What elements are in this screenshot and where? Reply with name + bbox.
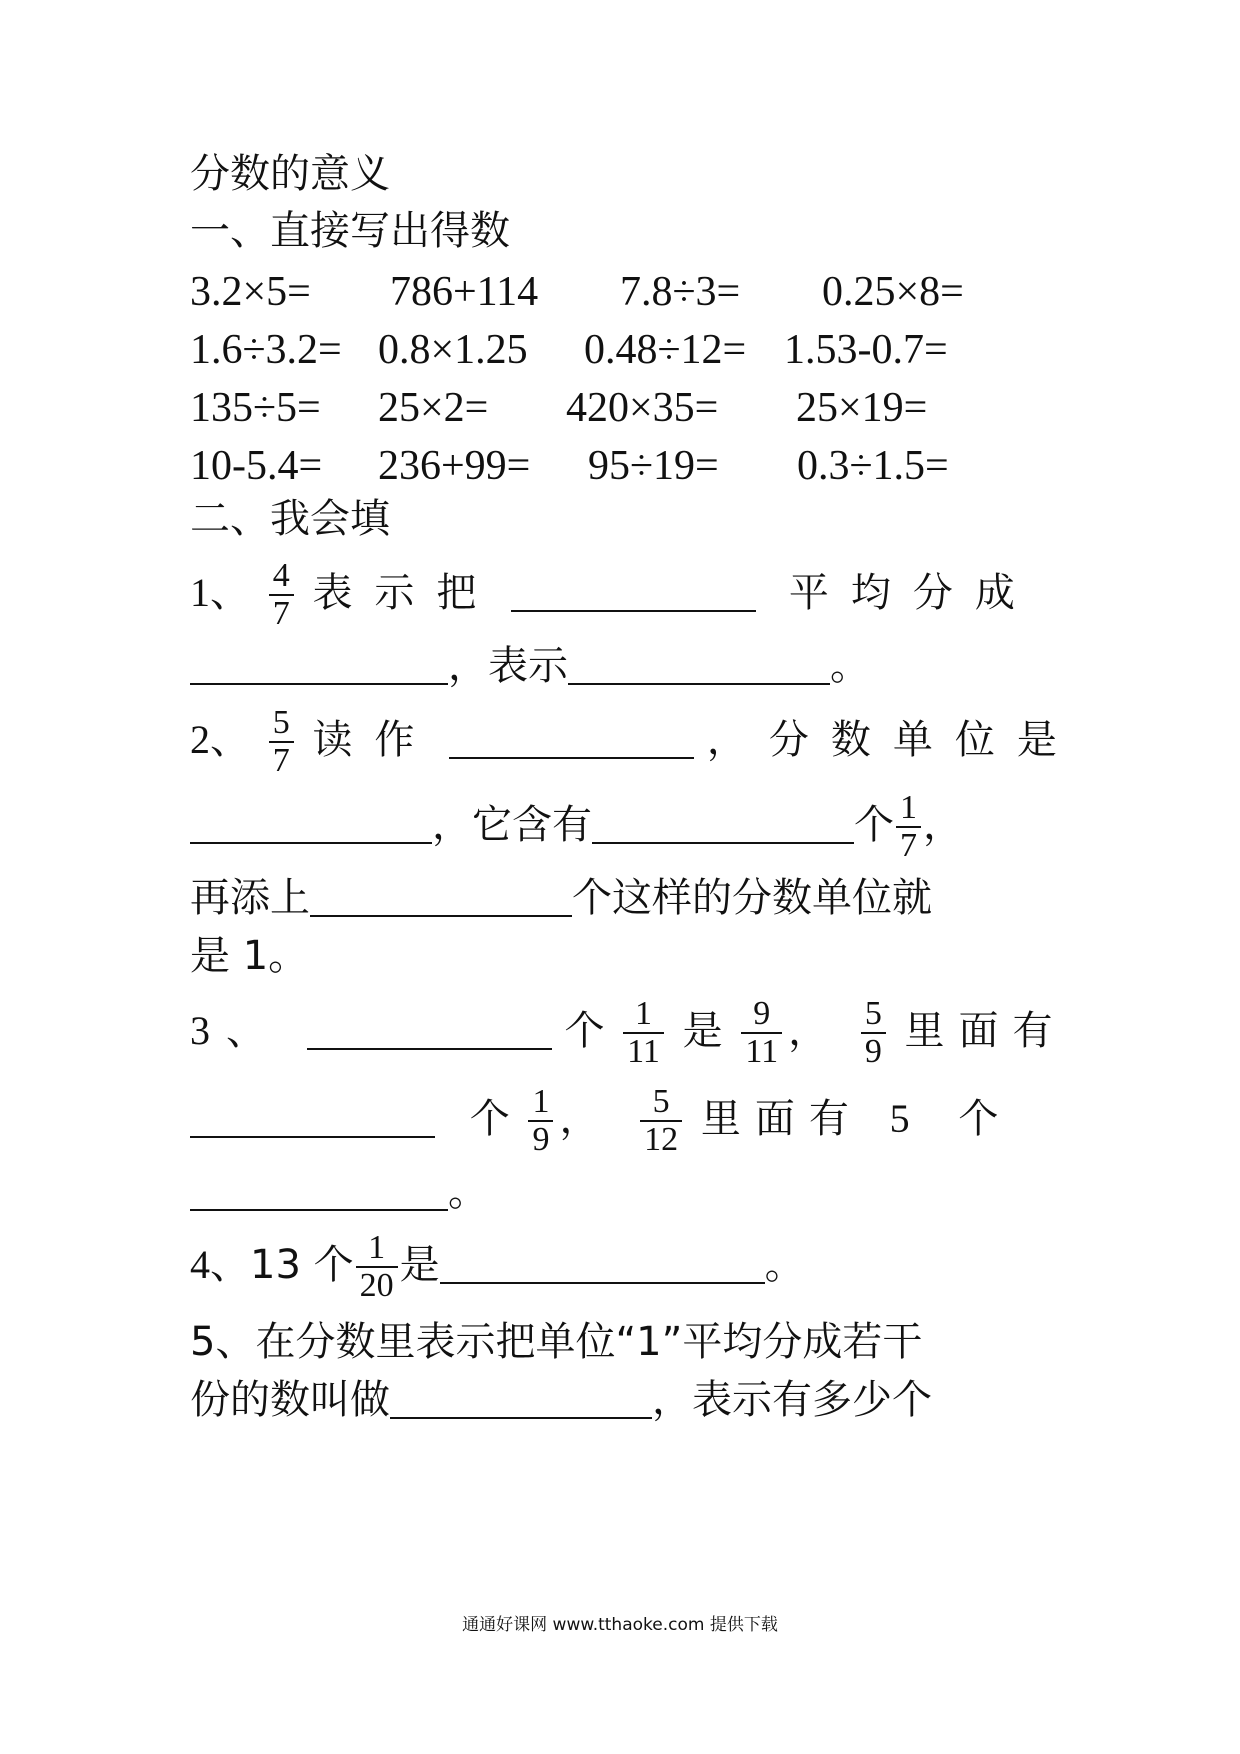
answer-blank[interactable] xyxy=(310,879,572,917)
question-1-line-1: 1、 $\frac{4}{7}$ 表示把 平均分成 xyxy=(190,557,1037,632)
question-2-line-2: ，它含有 个 $\frac{1}{7}$ ， xyxy=(190,790,963,838)
calc-item: 0.8×1.25 xyxy=(378,327,528,373)
fraction: $\frac{5}{12}$ xyxy=(640,1084,682,1158)
fraction: $\frac{9}{11}$ xyxy=(741,996,782,1070)
answer-blank[interactable] xyxy=(190,806,432,844)
calc-row xyxy=(190,268,1060,316)
fraction: $\frac{4}{7}$ xyxy=(269,558,294,632)
calc-item: 0.3÷1.5= xyxy=(797,443,949,489)
answer-blank[interactable] xyxy=(390,1381,652,1419)
question-2-line-3: 再添上 个这样的分数单位就 xyxy=(190,875,932,921)
question-1-line-2: ，表示 。 xyxy=(190,642,870,690)
calc-item: 3.2×5= xyxy=(190,269,311,315)
answer-blank[interactable] xyxy=(190,1100,435,1138)
calc-item: 0.48÷12= xyxy=(584,327,747,373)
question-2-line-1: 2、 $\frac{5}{7}$ 读作 ，分数单位是 xyxy=(190,704,1079,779)
calc-row xyxy=(190,384,1060,432)
question-2-line-4: 是 1。 xyxy=(190,933,309,979)
answer-blank[interactable] xyxy=(592,806,854,844)
calc-item: 0.25×8= xyxy=(822,269,964,315)
calc-item: 95÷19= xyxy=(588,443,719,489)
calc-item: 786+114 xyxy=(390,269,539,315)
answer-blank[interactable] xyxy=(511,574,756,612)
answer-blank[interactable] xyxy=(190,1173,448,1211)
question-4: 4、13 个 $\frac{1}{20}$ 是 。 xyxy=(190,1229,805,1304)
fraction: $\frac{5}{9}$ xyxy=(861,996,886,1070)
calc-item: 25×2= xyxy=(378,385,489,431)
fraction: $\frac{1}{11}$ xyxy=(623,996,664,1070)
calc-item: 135÷5= xyxy=(190,385,321,431)
calc-item: 10-5.4= xyxy=(190,443,323,489)
page-title: 分数的意义 xyxy=(190,151,390,197)
fraction: $\frac{5}{7}$ xyxy=(269,705,294,779)
footer-source: 通通好课网 www.tthaoke.com 提供下载 xyxy=(462,1615,778,1635)
section-1-heading: 一、直接写出得数 xyxy=(190,208,510,254)
calc-item: 420×35= xyxy=(566,385,719,431)
question-3-line-1: 3、 个 $\frac{1}{11}$ 是 $\frac{9}{11}$ ， $\frac{5}{9}$ 里面有 xyxy=(190,995,1067,1070)
calc-row xyxy=(190,326,1060,374)
calc-item: 1.53-0.7= xyxy=(784,327,948,373)
section-2-heading: 二、我会填 xyxy=(190,496,390,542)
question-3-line-2: 个 $\frac{1}{9}$ ， $\frac{5}{12}$ 里面有 5 个 xyxy=(190,1084,998,1132)
calc-item: 7.8÷3= xyxy=(620,269,741,315)
answer-blank[interactable] xyxy=(307,1012,552,1050)
fraction: $\frac{1}{7}$ xyxy=(896,790,921,864)
question-5-line-2: 份的数叫做 ，表示有多少个 xyxy=(190,1377,932,1423)
calc-item: 1.6÷3.2= xyxy=(190,327,342,373)
calc-item: 25×19= xyxy=(796,385,928,431)
question-3-line-3: 。 xyxy=(190,1168,488,1216)
answer-blank[interactable] xyxy=(449,721,694,759)
answer-blank[interactable] xyxy=(568,647,830,685)
fraction: $\frac{1}{9}$ xyxy=(528,1084,553,1158)
calc-row xyxy=(190,442,1060,490)
question-5-line-1: 5、在分数里表示把单位“1”平均分成若干 xyxy=(190,1319,923,1365)
answer-blank[interactable] xyxy=(440,1246,765,1284)
fraction: $\frac{1}{20}$ xyxy=(356,1230,398,1304)
calc-item: 236+99= xyxy=(378,443,531,489)
answer-blank[interactable] xyxy=(190,647,448,685)
